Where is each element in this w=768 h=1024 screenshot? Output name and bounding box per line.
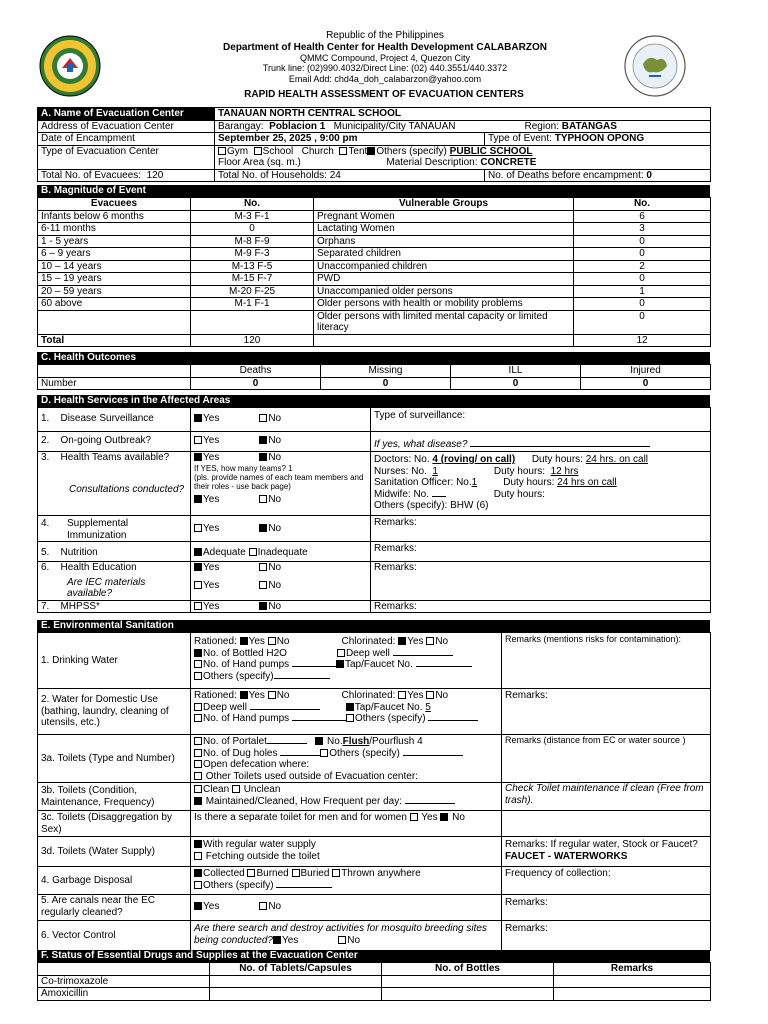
yes-label: Yes	[407, 636, 424, 647]
no-header: No.	[191, 198, 314, 211]
dom-deepwell-checkbox[interactable]	[194, 703, 202, 711]
table-row	[38, 248, 711, 261]
vulnerable-groups-header: Vulnerable Groups	[314, 198, 574, 211]
yes-label: Yes	[407, 690, 424, 701]
table-row	[38, 988, 711, 1001]
no-label: No	[268, 600, 282, 612]
no-label: No	[435, 636, 449, 647]
others-checkbox[interactable]	[367, 147, 375, 155]
portalet-label: No. of Portalet	[203, 736, 267, 747]
number-label: Number	[38, 377, 191, 390]
yes-label: Yes	[281, 934, 299, 946]
contamination-remarks: Remarks (mentions risks for contamination):	[502, 633, 711, 689]
no-label: No	[268, 493, 282, 505]
others-label: Others (specify)	[354, 713, 426, 724]
nurses-hours-label: Duty hours:	[493, 465, 546, 477]
date-value: September 25, 2025 , 9:00 pm	[215, 133, 485, 146]
thrown-checkbox[interactable]	[332, 869, 340, 877]
section-c	[37, 352, 710, 390]
barangay-label: Barangay:	[218, 120, 264, 132]
material-value: CONCRETE	[480, 157, 537, 168]
faucet-value: FAUCET - WATERWORKS	[505, 850, 628, 862]
consult-yes-checkbox[interactable]	[194, 495, 202, 503]
immunization-remarks: Remarks:	[371, 516, 711, 542]
republic-line: Republic of the Philippines	[326, 30, 444, 41]
rationed-label: Rationed:	[194, 636, 237, 647]
no-label: No	[268, 901, 282, 912]
section-a-bar: A. Name of Evacuation Center	[38, 108, 215, 121]
table-row	[38, 298, 711, 311]
immunization-label: Supplemental Immunization	[67, 518, 129, 541]
section-d-bar: D. Health Services in the Affected Areas	[37, 395, 710, 407]
document-header	[130, 30, 640, 84]
canals-no-checkbox[interactable]	[259, 902, 267, 910]
health-education-label: Health Education	[60, 562, 137, 573]
sanitation-hours-label: Duty hours:	[503, 477, 555, 488]
age-count: 0	[191, 223, 314, 236]
missing-value: 0	[321, 377, 451, 390]
vulnerable-count: 0	[574, 248, 711, 261]
teams-no-checkbox[interactable]	[259, 453, 267, 461]
water-supply-remarks: Remarks: If regular water, Stock or Faucet?	[505, 839, 698, 850]
ill-header: ILL	[451, 365, 581, 378]
doctors-hours: 24 hrs. on call	[585, 454, 649, 465]
vector-remarks: Remarks:	[502, 921, 711, 951]
yes-label: Yes	[203, 435, 220, 446]
sanitation-hours: 24 hrs on call	[557, 477, 617, 488]
tap-label: Tap/Faucet No.	[344, 659, 413, 670]
teams-names-note: (pls. provide names of each team members and their roles - use back page)	[194, 472, 364, 491]
pourflush-label: /Pourflush 4	[369, 736, 423, 747]
email-line: Email Add: chd4a_doh_calabarzon@yahoo.com	[288, 73, 482, 84]
age-count: M-13 F-5	[191, 260, 314, 273]
chlorinated-label: Chlorinated:	[341, 636, 396, 647]
rationed-label: Rationed:	[194, 690, 237, 701]
surveillance-yes-checkbox[interactable]	[194, 414, 202, 422]
school-label: School	[262, 145, 294, 157]
item-number: 2.	[41, 435, 50, 446]
handpumps-label: No. of Hand pumps	[203, 659, 290, 670]
age-group: 60 above	[38, 298, 191, 311]
others-label: Others (specify)	[376, 145, 447, 157]
domestic-water-label: 2. Water for Domestic Use (bathing, laundry, cleaning of utensils, etc.)	[38, 689, 191, 735]
municipality-value: TANAUAN	[408, 120, 456, 132]
evacuation-center-name: TANAUAN NORTH CENTRAL SCHOOL	[215, 108, 711, 121]
burned-label: Burned	[256, 868, 289, 879]
no-label: No	[268, 579, 282, 591]
dom-tap-checkbox[interactable]	[346, 703, 354, 711]
vulnerable-group: Unaccompanied children	[314, 260, 574, 273]
doctors-hours-label: Duty hours:	[531, 454, 583, 465]
age-count: M-8 F-9	[191, 235, 314, 248]
deaths-header: Deaths	[191, 365, 321, 378]
households-value: 24	[329, 169, 341, 181]
education-no-checkbox[interactable]	[259, 563, 267, 571]
toilets-type-label: 3a. Toilets (Type and Number)	[38, 735, 191, 783]
separate-no-checkbox[interactable]	[440, 813, 448, 821]
unclean-checkbox[interactable]	[232, 785, 240, 793]
dugholes-checkbox[interactable]	[194, 749, 202, 757]
vulnerable-group: Lactating Women	[314, 223, 574, 236]
table-row	[38, 210, 711, 223]
education-yes-checkbox[interactable]	[194, 563, 202, 571]
date-label: Date of Encampment	[38, 133, 215, 146]
section-f-bar: F. Status of Essential Drugs and Supplies at the Evacuation Center	[37, 950, 710, 962]
deaths-label: No. of Deaths before encampment:	[488, 169, 644, 181]
dom-others-checkbox[interactable]	[346, 714, 354, 722]
drug-name: Amoxicillin	[38, 988, 210, 1001]
section-e-bar: E. Environmental Sanitation	[37, 620, 710, 632]
chlorinated-yes-checkbox[interactable]	[398, 637, 406, 645]
disease-question: If yes, what disease?	[374, 439, 468, 450]
teams-count-note: If YES, how many teams? 1	[194, 463, 293, 473]
rationed-no-checkbox[interactable]	[268, 637, 276, 645]
vulnerable-group: Separated children	[314, 248, 574, 261]
nutrition-label: Nutrition	[60, 547, 98, 558]
others-value: PUBLIC SCHOOL	[449, 145, 533, 157]
midwife-hours-label: Duty hours:	[493, 488, 545, 500]
age-count: M-20 F-25	[191, 285, 314, 298]
flush-no-label: No.	[327, 736, 343, 747]
consult-no-checkbox[interactable]	[259, 495, 267, 503]
remarks-header: Remarks	[554, 963, 711, 976]
section-a	[37, 107, 710, 182]
event-label: Type of Event:	[488, 133, 552, 144]
vulnerable-count: 3	[574, 223, 711, 236]
tap-label: Tap/Faucet No.	[354, 701, 423, 713]
others-label: Others (specify)	[203, 879, 274, 891]
canals-label: 5. Are canals near the EC regularly cleaned?	[38, 895, 191, 921]
teams-yes-checkbox[interactable]	[194, 453, 202, 461]
age-count: M-15 F-7	[191, 273, 314, 286]
unclean-label: Unclean	[243, 784, 281, 795]
tap-checkbox[interactable]	[336, 660, 344, 668]
toilets-condition-label: 3b. Toilets (Condition, Maintenance, Frequency)	[38, 783, 191, 811]
yes-label: Yes	[248, 636, 265, 647]
handpumps-label: No. of Hand pumps	[203, 713, 290, 724]
toilet-others-checkbox[interactable]	[320, 749, 328, 757]
age-group: 6 – 9 years	[38, 248, 191, 261]
no-label: No	[347, 934, 361, 946]
table-row	[38, 310, 711, 334]
bottled-label: No. of Bottled H2O	[203, 647, 287, 659]
yes-label: Yes	[203, 901, 220, 912]
open-defecation-checkbox[interactable]	[194, 760, 202, 768]
clean-checkbox[interactable]	[194, 785, 202, 793]
deepwell-checkbox[interactable]	[337, 649, 345, 657]
no-label: No	[435, 690, 449, 701]
item-number: 3.	[41, 452, 50, 463]
immunization-yes-checkbox[interactable]	[194, 524, 202, 532]
ill-value: 0	[451, 377, 581, 390]
dom-chlorinated-no-checkbox[interactable]	[426, 691, 434, 699]
vector-yes-checkbox[interactable]	[273, 936, 281, 944]
vulnerable-count: 0	[574, 298, 711, 311]
fetching-label: Fetching outside the toilet	[205, 850, 320, 862]
outbreak-label: On-going Outbreak?	[60, 435, 152, 446]
fetching-checkbox[interactable]	[194, 852, 202, 860]
vulnerable-count: 1	[574, 285, 711, 298]
thrown-label: Thrown anywhere	[341, 868, 421, 879]
yes-label: Yes	[203, 579, 220, 591]
type-label: Type of Evacuation Center	[38, 145, 215, 169]
age-group	[38, 310, 191, 334]
outside-toilets-label: Other Toilets used outside of Evacuation center:	[205, 770, 418, 782]
iec-yes-checkbox[interactable]	[194, 581, 202, 589]
deaths-value: 0	[191, 377, 321, 390]
nutrition-remarks: Remarks:	[371, 542, 711, 562]
garbage-others-checkbox[interactable]	[194, 881, 202, 889]
burned-checkbox[interactable]	[247, 869, 255, 877]
inadequate-checkbox[interactable]	[249, 548, 257, 556]
table-row	[38, 975, 711, 988]
floor-area-label: Floor Area (sq. m.)	[218, 157, 301, 168]
inadequate-label: Inadequate	[257, 547, 308, 558]
mhpss-yes-checkbox[interactable]	[194, 602, 202, 610]
buried-checkbox[interactable]	[292, 869, 300, 877]
clean-label: Clean	[203, 784, 230, 795]
barangay-value: Poblacion 1	[269, 120, 326, 132]
sanitation-value: 1	[471, 477, 478, 488]
bottles-header: No. of Bottles	[382, 963, 554, 976]
maintained-label: Maintained/Cleaned, How Frequent per day:	[205, 795, 403, 807]
yes-label: Yes	[203, 562, 220, 573]
mhpss-no-checkbox[interactable]	[259, 602, 267, 610]
outside-toilets-checkbox[interactable]	[194, 772, 202, 780]
form-title: RAPID HEALTH ASSESSMENT OF EVACUATION CENTERS	[244, 89, 524, 100]
others-label: Others (specify)	[203, 670, 274, 682]
region-label: Region:	[524, 120, 559, 132]
outbreak-yes-checkbox[interactable]	[194, 436, 202, 444]
distance-remarks: Remarks (distance from EC or water source )	[502, 735, 711, 783]
others-water-checkbox[interactable]	[194, 672, 202, 680]
no-label: No	[276, 690, 290, 701]
collected-checkbox[interactable]	[194, 869, 202, 877]
doctors-value: 4 (roving/ on call)	[432, 454, 516, 465]
deepwell-label: Deep well	[345, 647, 390, 659]
evacuees-label: Total No. of Evacuees:	[41, 169, 142, 181]
drinking-water-label: 1. Drinking Water	[38, 633, 191, 689]
yes-label: Yes	[203, 600, 220, 612]
no-label: No	[276, 636, 290, 647]
toilets-water-label: 3d. Toilets (Water Supply)	[38, 837, 191, 867]
separate-yes-checkbox[interactable]	[410, 813, 418, 821]
phone-line: Trunk line: (02)990.4032/Direct Line: (02) 440.3551/440.3372	[262, 63, 508, 74]
vulnerable-group: Orphans	[314, 235, 574, 248]
yes-label: Yes	[203, 452, 220, 463]
outbreak-no-checkbox[interactable]	[259, 436, 267, 444]
drug-name: Co-trimoxazole	[38, 975, 210, 988]
disease-surveillance-label: Disease Surveillance	[60, 413, 154, 424]
item-number: 4.	[41, 518, 50, 529]
flush-word: Flush	[342, 736, 370, 747]
dom-handpumps-checkbox[interactable]	[194, 714, 202, 722]
separate-toilet-question: Is there a separate toilet for men and for women	[194, 812, 407, 823]
domestic-remarks: Remarks:	[502, 689, 711, 735]
yes-label: Yes	[203, 413, 220, 424]
gym-label: Gym	[227, 145, 249, 157]
injured-value: 0	[581, 377, 711, 390]
bottled-checkbox[interactable]	[194, 649, 202, 657]
yes-label: Yes	[421, 812, 438, 823]
section-b-bar: B. Magnitude of Event	[37, 185, 710, 197]
section-f	[37, 950, 710, 1001]
yes-label: Yes	[248, 690, 265, 701]
flush-checkbox[interactable]	[315, 737, 323, 745]
age-group: 20 – 59 years	[38, 285, 191, 298]
midwife-label: Midwife: No.	[374, 488, 430, 500]
canals-yes-checkbox[interactable]	[194, 902, 202, 910]
collected-label: Collected	[203, 868, 245, 879]
no-label: No	[268, 413, 282, 424]
age-group: 1 - 5 years	[38, 235, 191, 248]
total-evacuees: 120	[191, 334, 314, 347]
adequate-label: Adequate	[203, 547, 246, 558]
health-teams-label: Health Teams available?	[60, 452, 170, 463]
age-count	[191, 310, 314, 334]
department-name: Department of Health Center for Health Development CALABARZON	[223, 41, 547, 53]
item-number: 5.	[41, 547, 50, 558]
address-label: Address of Evacuation Center	[38, 120, 215, 133]
doctors-label: Doctors: No.	[374, 454, 430, 465]
item-number: 7.	[41, 600, 50, 612]
table-row	[38, 260, 711, 273]
yes-label: Yes	[203, 493, 220, 505]
section-b	[37, 185, 710, 347]
mhpss-remarks: Remarks:	[371, 600, 711, 613]
chlorinated-no-checkbox[interactable]	[426, 637, 434, 645]
education-remarks: Remarks:	[371, 562, 711, 601]
age-group: Infants below 6 months	[38, 210, 191, 223]
table-row	[38, 235, 711, 248]
nurses-value: 1	[432, 465, 438, 477]
vulnerable-group: Older persons with limited mental capacity or limited literacy	[314, 310, 574, 334]
toilets-sex-label: 3c. Toilets (Disaggregation by Sex)	[38, 811, 191, 837]
toilet-check-note: Check Toilet maintenance if clean (Free from trash).	[502, 783, 711, 811]
collection-frequency: Frequency of collection:	[502, 867, 711, 895]
sanitation-label: Sanitation Officer: No.	[374, 477, 472, 488]
surveillance-no-checkbox[interactable]	[259, 414, 267, 422]
deepwell-label: Deep well	[203, 701, 247, 713]
age-count: M-9 F-3	[191, 248, 314, 261]
others-label: Others (specify)	[329, 747, 400, 759]
mhpss-label: MHPSS*	[60, 600, 100, 612]
age-count: M-1 F-1	[191, 298, 314, 311]
church-label: Church	[301, 145, 334, 157]
regular-water-label: With regular water supply	[203, 839, 316, 850]
rationed-yes-checkbox[interactable]	[240, 637, 248, 645]
surveillance-type-label: Type of surveillance:	[371, 408, 711, 432]
nurses-label: Nurses: No.	[374, 465, 427, 477]
vulnerable-group: Unaccompanied older persons	[314, 285, 574, 298]
material-label: Material Description:	[386, 157, 478, 168]
evacuees-header: Evacuees	[38, 198, 191, 211]
dugholes-label: No. of Dug holes	[203, 747, 278, 759]
age-count: M-3 F-1	[191, 210, 314, 223]
section-c-bar: C. Health Outcomes	[37, 352, 710, 364]
chlorinated-label: Chlorinated:	[341, 690, 396, 701]
tap-number: 5	[425, 701, 431, 713]
tent-checkbox[interactable]	[339, 147, 347, 155]
tablets-header: No. of Tablets/Capsules	[210, 963, 382, 976]
no-label: No	[268, 452, 282, 463]
injured-header: Injured	[581, 365, 711, 378]
open-defecation-label: Open defecation where:	[203, 759, 310, 770]
missing-header: Missing	[321, 365, 451, 378]
adequate-checkbox[interactable]	[194, 548, 202, 556]
buried-label: Buried	[300, 868, 330, 879]
vulnerable-count: 6	[574, 210, 711, 223]
yes-label: Yes	[203, 523, 220, 534]
vector-control-label: 6. Vector Control	[38, 921, 191, 951]
portalet-checkbox[interactable]	[194, 737, 202, 745]
consultations-label: Consultations conducted?	[69, 483, 185, 495]
dom-rationed-yes-checkbox[interactable]	[240, 691, 248, 699]
vector-question: Are there search and destroy activities for mosquito breeding sites being conducted?	[194, 923, 487, 946]
vulnerable-group: PWD	[314, 273, 574, 286]
iec-no-checkbox[interactable]	[259, 581, 267, 589]
nurses-hours: 12 hrs	[550, 465, 579, 477]
age-group: 6-11 months	[38, 223, 191, 236]
maintained-checkbox[interactable]	[194, 797, 202, 805]
item-number: 6.	[41, 562, 50, 573]
age-group: 10 – 14 years	[38, 260, 191, 273]
vector-no-checkbox[interactable]	[338, 936, 346, 944]
total-label: Total	[38, 334, 191, 347]
address-line: QMMC Compound, Project 4, Quezon City	[299, 53, 471, 63]
municipality-label: Municipality/City	[333, 120, 406, 132]
school-checkbox[interactable]	[254, 147, 262, 155]
canals-remarks: Remarks:	[502, 895, 711, 921]
iec-label: Are IEC materials available?	[67, 576, 146, 599]
garbage-label: 4. Garbage Disposal	[38, 867, 191, 895]
vulnerable-count: 2	[574, 260, 711, 273]
no-label: No	[452, 812, 465, 823]
total-vulnerable: 12	[574, 334, 711, 347]
gym-checkbox[interactable]	[218, 147, 226, 155]
vulnerable-count: 0	[574, 273, 711, 286]
vulnerable-group: Pregnant Women	[314, 210, 574, 223]
section-e	[37, 620, 710, 951]
dom-rationed-no-checkbox[interactable]	[268, 691, 276, 699]
handpumps-checkbox[interactable]	[194, 660, 202, 668]
regular-water-checkbox[interactable]	[194, 840, 202, 848]
table-row	[38, 273, 711, 286]
tent-label: Tent	[348, 145, 368, 157]
no-label: No	[268, 523, 282, 534]
event-value: TYPHOON OPONG	[554, 133, 645, 144]
vulnerable-count: 0	[574, 235, 711, 248]
others-team: Others (specify): BHW (6)	[374, 500, 489, 511]
region-value: BATANGAS	[561, 120, 617, 132]
evacuees-value: 120	[146, 169, 164, 181]
item-number: 1.	[41, 413, 50, 424]
age-group: 15 – 19 years	[38, 273, 191, 286]
deaths-value: 0	[646, 169, 652, 181]
households-label: Total No. of Households:	[218, 169, 327, 181]
no-label: No	[268, 435, 282, 446]
vulnerable-count: 0	[574, 310, 711, 334]
vulnerable-group: Older persons with health or mobility problems	[314, 298, 574, 311]
no-label: No	[268, 562, 282, 573]
dom-chlorinated-yes-checkbox[interactable]	[398, 691, 406, 699]
immunization-no-checkbox[interactable]	[259, 524, 267, 532]
table-row	[38, 285, 711, 298]
no-header-2: No.	[574, 198, 711, 211]
section-d	[37, 395, 710, 613]
table-row	[38, 223, 711, 236]
